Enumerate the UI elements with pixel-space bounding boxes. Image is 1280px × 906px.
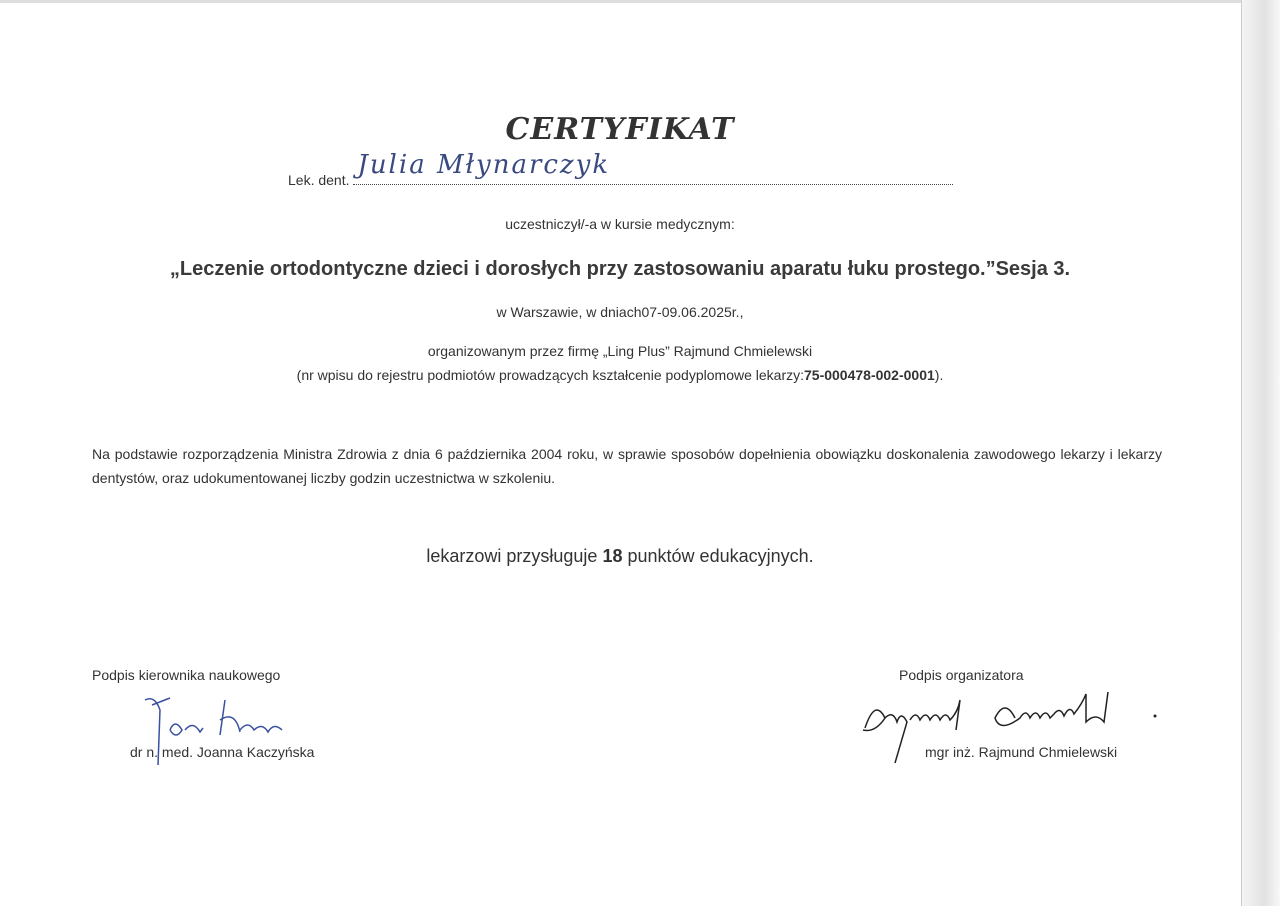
name-dotted-line	[353, 150, 953, 185]
points-prefix: lekarzowi przysługuje	[426, 546, 598, 566]
left-signer-name: dr n. med. Joanna Kaczyńska	[130, 744, 315, 760]
right-signature-label: Podpis organizatora	[899, 667, 1024, 683]
scan-top-edge	[0, 0, 1280, 3]
participant-line	[288, 150, 953, 188]
registry-prefix: (nr wpisu do rejestru podmiotów prowadzących kształcenie podyplomowe lekarzy:	[296, 367, 804, 383]
place-date: w Warszawie, w dniach07-09.06.2025r.,	[496, 304, 744, 320]
course-title: „Leczenie ortodontyczne dzieci i dorosłych przy zastosowaniu aparatu łuku prostego.”Sesja 3.	[169, 258, 1071, 280]
points-line	[0, 546, 1240, 567]
scan-page-edge	[1241, 0, 1280, 906]
name-prefix: Lek. dent.	[288, 172, 350, 188]
right-signer-name: mgr inż. Rajmund Chmielewski	[925, 744, 1118, 760]
organizer-line: organizowanym przez firmę „Ling Plus” Rajmund Chmielewski	[427, 343, 813, 359]
participant-name-handwritten: Julia Młynarczyk	[357, 150, 611, 180]
legal-basis: Na podstawie rozporządzenia Ministra Zdrowia z dnia 6 października 2004 roku, w sprawie sposobów dopełnienia obowiązku doskonalenia zawodowego lekarzy i lekarzy dentystów, oraz udokumentowanej liczby godzin uczestnictwa w szkoleniu.	[92, 446, 1162, 486]
points-suffix: punktów edukacyjnych.	[627, 546, 814, 566]
points-value: 18	[602, 546, 623, 566]
participated-text: uczestniczył/-a w kursie medycznym:	[505, 216, 735, 232]
registry-suffix: ).	[934, 367, 944, 383]
certificate-title: CERTYFIKAT	[505, 112, 735, 147]
registry-number: 75-000478-002-0001	[804, 367, 935, 383]
registry-line	[0, 367, 1240, 383]
left-signature-label: Podpis kierownika naukowego	[92, 667, 281, 683]
